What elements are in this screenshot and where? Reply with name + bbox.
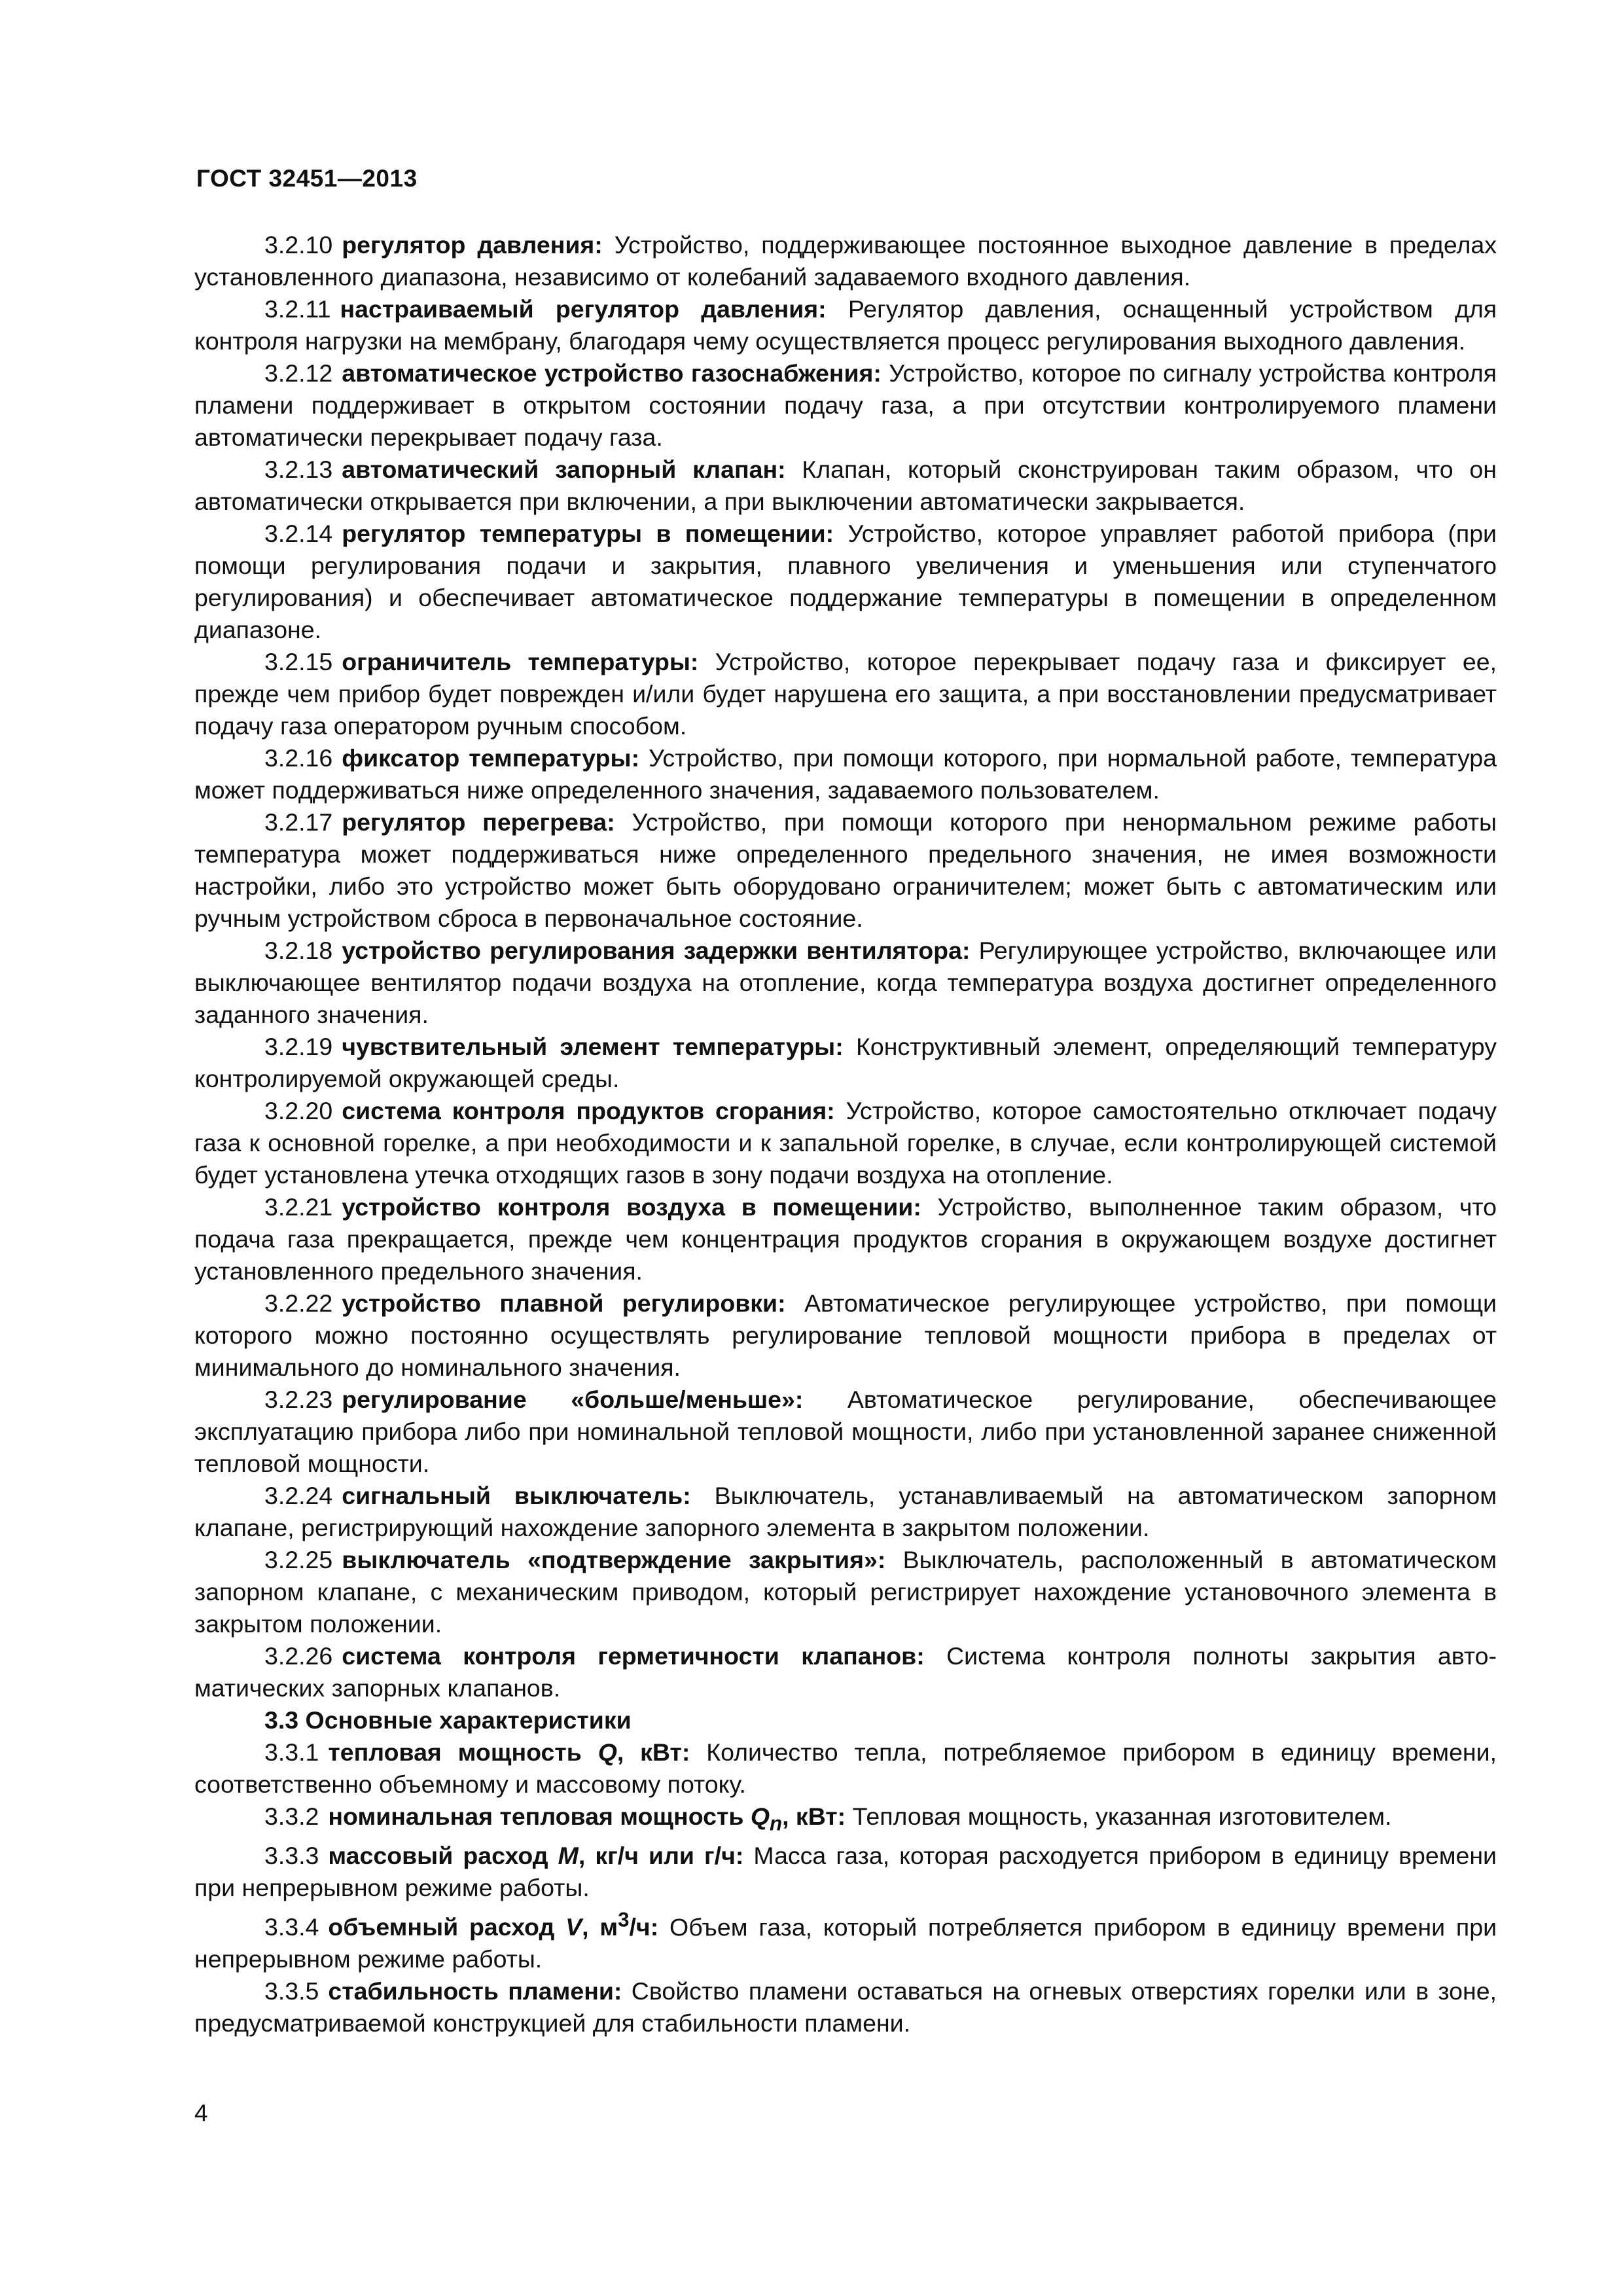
term-number: 3.3.4 xyxy=(264,1913,319,1941)
term-paragraph xyxy=(194,1640,1497,1704)
term-title: массовый расход M, кг/ч или г/ч: xyxy=(328,1841,744,1869)
section-heading-3-3: 3.3 Основные характеристики xyxy=(264,1706,632,1734)
term-definition: Тепловая мощность, указанная изготовителем. xyxy=(852,1803,1392,1830)
term-title: регулятор перегрева: xyxy=(342,808,615,836)
term-definition: Регулирующее устройство, включающее или выключающее вентилятор подачи воздуха на отопление, когда температура воздуха достигнет определенного заданного значения. xyxy=(194,937,1497,1028)
term-paragraph xyxy=(194,1384,1497,1480)
document-body xyxy=(194,229,1497,2039)
term-definition: Объем газа, который потребляется прибором в единицу времени при непрерывном режиме работы. xyxy=(194,1913,1497,1973)
term-paragraph xyxy=(194,806,1497,935)
term-title: устройство контроля воздуха в помещении: xyxy=(342,1193,921,1221)
term-title: чувствительный элемент температуры: xyxy=(342,1033,844,1060)
term-definition: Устройство, выполненное таким образом, что подача газа прекращается, прежде чем концентрация продуктов сгорания в окружающем воздухе достигнет установленного предельного значения. xyxy=(194,1193,1497,1285)
term-paragraph xyxy=(194,1480,1497,1544)
terms-section-3-2 xyxy=(194,229,1497,1704)
term-definition: Устройство, которое самостоятельно отключает подачу газа к основной горелке, а при необходимости и к запальной горелке, в случае, если контролирующей системой будет установлена утечка отходящих газов в зону подачи воздуха на отопление. xyxy=(194,1097,1497,1189)
term-number: 3.2.11 xyxy=(264,295,331,323)
term-definition: Устройство, которое перекрывает подачу газа и фиксирует ее, прежде чем прибор будет поврежден и/или будет нарушена его защита, а при восстановлении предусматривает подачу газа оператором ручным способом. xyxy=(194,648,1497,740)
term-paragraph xyxy=(194,518,1497,646)
term-number: 3.2.14 xyxy=(264,520,333,547)
term-number: 3.2.17 xyxy=(264,808,333,836)
term-title: система контроля герметичности клапанов: xyxy=(342,1642,925,1670)
term-paragraph xyxy=(194,646,1497,742)
term-paragraph xyxy=(194,229,1497,293)
term-number: 3.2.21 xyxy=(264,1193,333,1221)
term-paragraph-3-3-3 xyxy=(194,1840,1497,1904)
term-number: 3.2.18 xyxy=(264,937,333,964)
term-number: 3.3.2 xyxy=(264,1803,319,1830)
term-definition: Количество тепла, потребляемое прибором в единицу времени, соответственно объемному и массовому потоку. xyxy=(194,1738,1497,1798)
term-title: устройство плавной регулировки: xyxy=(342,1289,786,1317)
term-title: ограничитель температуры: xyxy=(342,648,699,675)
term-number: 3.3.1 xyxy=(264,1738,319,1766)
term-paragraph xyxy=(194,1031,1497,1095)
term-number: 3.2.12 xyxy=(264,359,333,387)
term-definition: Устройство, при помощи которого, при нормальной работе, температура может поддерживаться ниже определенного значения, задаваемого пользователем. xyxy=(194,744,1497,804)
term-paragraph-3-3-5 xyxy=(194,1975,1497,2039)
term-title: настраиваемый регулятор давления: xyxy=(340,295,827,323)
term-title: автоматический запорный клапан: xyxy=(342,456,786,483)
term-definition: Клапан, который сконструирован таким образом, что он автоматически открывается при включении, а при выключении автоматически закрывается. xyxy=(194,456,1497,515)
page-number: 4 xyxy=(194,2100,208,2126)
term-paragraph-3-3-2 xyxy=(194,1801,1497,1840)
term-definition: Устройство, поддерживающее постоянное выходное давление в пределах установленного диапазона, независимо от колебаний задаваемого входного давления. xyxy=(194,231,1497,291)
term-title: стабильность пламени: xyxy=(328,1977,622,2005)
term-number: 3.2.19 xyxy=(264,1033,333,1060)
term-number: 3.2.24 xyxy=(264,1482,333,1509)
term-paragraph xyxy=(194,1544,1497,1640)
term-number: 3.2.16 xyxy=(264,744,333,772)
term-number: 3.3.5 xyxy=(264,1977,319,2005)
term-title: сигнальный выключатель: xyxy=(342,1482,691,1509)
term-paragraph xyxy=(194,1191,1497,1287)
term-number: 3.2.20 xyxy=(264,1097,333,1124)
term-definition: Масса газа, которая расходуется прибором в единицу времени при непрерывном режиме работы. xyxy=(194,1841,1497,1901)
symbol: V xyxy=(565,1913,582,1941)
term-definition: Устройство, которое по сигналу устройства контроля пламени поддерживает в открытом состоянии подачу газа, а при отсутствии контролируемого пламени автоматически перекрывает подачу газа. xyxy=(194,359,1497,451)
term-paragraph-3-3-4 xyxy=(194,1904,1497,1976)
term-number: 3.2.23 xyxy=(264,1386,333,1413)
superscript: 3 xyxy=(618,1908,630,1931)
term-definition: Устройство, при помощи которого при ненормальном режиме работы температура может поддерживаться ниже определенного предельного значения, не имея возможности настройки, либо это устройство может быть оборудовано ограничителем; может быть с автоматическим или ручным устройством сброса в первоначальное состояние. xyxy=(194,808,1497,932)
symbol: M xyxy=(558,1841,579,1869)
symbol-subscript: n xyxy=(770,1812,783,1835)
term-definition: Выключатель, устанавливаемый на автоматическом запорном клапане, регистрирующий нахождение запорного элемента в закрытом положении. xyxy=(194,1482,1497,1541)
term-title: регулятор температуры в помещении: xyxy=(342,520,834,547)
term-definition: Выключатель, расположенный в автоматическом запорном клапане, с механическим приводом, который регистрирует нахождение установочного элемента в закрытом положении. xyxy=(194,1546,1497,1638)
term-number: 3.2.15 xyxy=(264,648,333,675)
term-title: регулятор давления: xyxy=(342,231,603,259)
symbol: Q xyxy=(750,1803,770,1830)
term-number: 3.2.26 xyxy=(264,1642,333,1670)
document-header: ГОСТ 32451—2013 xyxy=(196,165,418,192)
term-number: 3.2.25 xyxy=(264,1546,333,1573)
term-title: выключатель «подтверждение закрытия»: xyxy=(342,1546,886,1573)
term-title: автоматическое устройство газоснабжения: xyxy=(342,359,882,387)
term-title: фиксатор температуры: xyxy=(342,744,640,772)
term-paragraph xyxy=(194,293,1497,357)
term-number: 3.2.13 xyxy=(264,456,333,483)
term-definition: Свойство пламени оставаться на огневых отверстиях горелки или в зоне, предусматриваемой конструкцией для стабильности пламени. xyxy=(194,1977,1497,2037)
term-definition: Регулятор давления, оснащенный устройством для контроля нагрузки на мембрану, благодаря чему осуществляется процесс регулирования выходного давления. xyxy=(194,295,1497,355)
term-definition: Автоматическое регулирование, обеспечивающее эксплуатацию прибора либо при номинальной тепловой мощности, либо при установленной заранее сниженной тепловой мощности. xyxy=(194,1386,1497,1477)
term-definition: Конструктивный элемент, определяющий температуру контролируемой окружающей среды. xyxy=(194,1033,1497,1092)
term-paragraph xyxy=(194,935,1497,1031)
term-paragraph-3-3-1 xyxy=(194,1736,1497,1801)
term-definition: Система контроля полноты закрытия автоматических запорных клапанов. xyxy=(194,1642,1497,1702)
term-title: регулирование «больше/меньше»: xyxy=(342,1386,804,1413)
term-number: 3.2.22 xyxy=(264,1289,333,1317)
symbol: Q xyxy=(597,1738,617,1766)
term-paragraph xyxy=(194,1287,1497,1384)
term-title: система контроля продуктов сгорания: xyxy=(342,1097,835,1124)
term-number: 3.3.3 xyxy=(264,1841,319,1869)
term-paragraph xyxy=(194,1095,1497,1191)
term-title: тепловая мощность Q, кВт: xyxy=(328,1738,690,1766)
term-title: номинальная тепловая мощность $Q_n$, кВт: xyxy=(328,1803,846,1835)
term-paragraph xyxy=(194,454,1497,518)
term-definition: Устройство, которое управляет работой прибора (при помощи регулирования подачи и закрытия, плавного увеличения и уменьшения или ступенчатого регулирования) и обеспечивает автоматическое поддержание температуры в помещении в определенном диапазоне. xyxy=(194,520,1497,643)
term-paragraph xyxy=(194,742,1497,806)
term-paragraph xyxy=(194,357,1497,454)
term-number: 3.2.10 xyxy=(264,231,333,259)
term-definition: Автоматическое регулирующее устройство, при помощи которого можно постоянно осуществлять регулирование тепловой мощности прибора в пределах от минимального до номинального значения. xyxy=(194,1289,1497,1381)
term-title: устройство регулирования задержки вентилятора: xyxy=(342,937,971,964)
term-title: объемный расход V, $м^3/ч$: xyxy=(328,1908,659,1941)
